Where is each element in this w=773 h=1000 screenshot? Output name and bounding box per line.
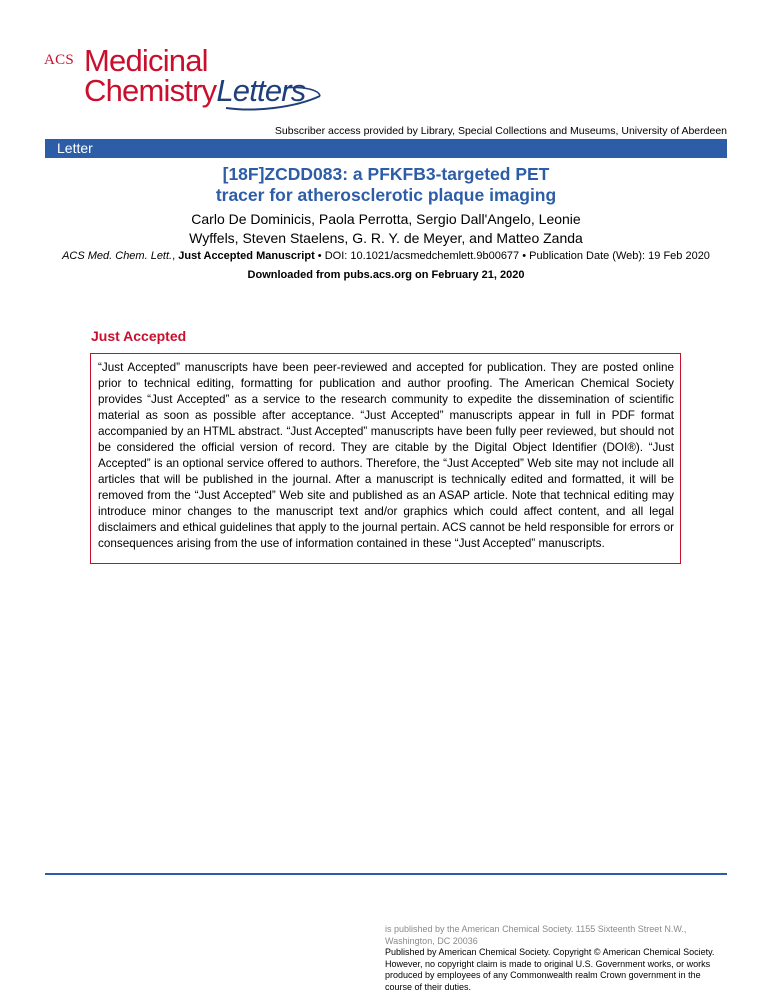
logo-acs-text: ACS bbox=[44, 52, 75, 68]
journal-logo bbox=[44, 44, 334, 114]
publisher-footer bbox=[385, 924, 730, 993]
authors-line-1: Carlo De Dominicis, Paola Perrotta, Sergio Dall'Angelo, Leonie bbox=[191, 211, 581, 227]
author-list bbox=[45, 210, 727, 248]
citation-journal: ACS Med. Chem. Lett. bbox=[62, 250, 173, 262]
subscriber-notice: Subscriber access provided by Library, Special Collections and Museums, University of Aberdeen bbox=[274, 125, 727, 137]
title-line-1: [18F]ZCDD083: a PFKFB3-targeted PET bbox=[222, 164, 550, 184]
logo-medicinal-text: Medicinal bbox=[84, 43, 208, 78]
footer-address-line-1: is published by the American Chemical Society. 1155 Sixteenth Street N.W., bbox=[385, 924, 687, 934]
footer-divider bbox=[45, 873, 727, 875]
citation-status: Just Accepted Manuscript bbox=[178, 250, 315, 262]
just-accepted-text: “Just Accepted” manuscripts have been peer-reviewed and accepted for publication. They are posted online prior to technical editing, formatting for publication and author proofing. The American Chemical Society provides “Just Accepted” as a service to the research community to expedite the dissemination of scientific material as soon as possible after acceptance. “Just Accepted” manuscripts appear in full in PDF format accompanied by an HTML abstract. “Just Accepted” manuscripts have been fully peer reviewed, but should not be considered the official version of record. They are citable by the Digital Object Identifier (DOI®). “Just Accepted” is an optional service offered to authors. Therefore, the “Just Accepted” Web site may not include all articles that will be published in the journal. After a manuscript is technically edited and formatted, it will be removed from the “Just Accepted” Web site and published as an ASAP article. Note that technical editing may introduce minor changes to the manuscript text and/or graphics which could affect content, and all legal disclaimers and ethical guidelines that apply to the journal pertain. ACS cannot be held responsible for errors or consequences arising from the use of information contained in these “Just Accepted” manuscripts. bbox=[98, 361, 674, 550]
logo-chemistry-text: Chemistry bbox=[84, 73, 217, 108]
footer-address-line-2: Washington, DC 20036 bbox=[385, 935, 478, 946]
title-line-2: tracer for atherosclerotic plaque imaging bbox=[215, 185, 557, 205]
logo-letters-text: Letters bbox=[216, 73, 306, 108]
citation-line bbox=[45, 250, 727, 262]
footer-copyright: Published by American Chemical Society. Copyright © American Chemical Society. However, no copyright claim is made to original U.S. Government works, or works produced by employees of any Commonwealth realm Crown government in the course of their duties. bbox=[385, 947, 715, 992]
article-title bbox=[45, 164, 727, 206]
citation-comma: , bbox=[172, 250, 179, 262]
just-accepted-box bbox=[90, 353, 681, 564]
logo-swoosh-icon bbox=[224, 82, 324, 112]
authors-line-2: Wyffels, Steven Staelens, G. R. Y. de Meyer, and Matteo Zanda bbox=[189, 230, 583, 246]
section-banner bbox=[45, 139, 727, 158]
just-accepted-heading: Just Accepted bbox=[91, 328, 187, 344]
citation-details: • DOI: 10.1021/acsmedchemlett.9b00677 • Publication Date (Web): 19 Feb 2020 bbox=[314, 250, 710, 262]
downloaded-notice: Downloaded from pubs.acs.org on February 21, 2020 bbox=[247, 269, 525, 281]
section-label: Letter bbox=[57, 140, 93, 156]
